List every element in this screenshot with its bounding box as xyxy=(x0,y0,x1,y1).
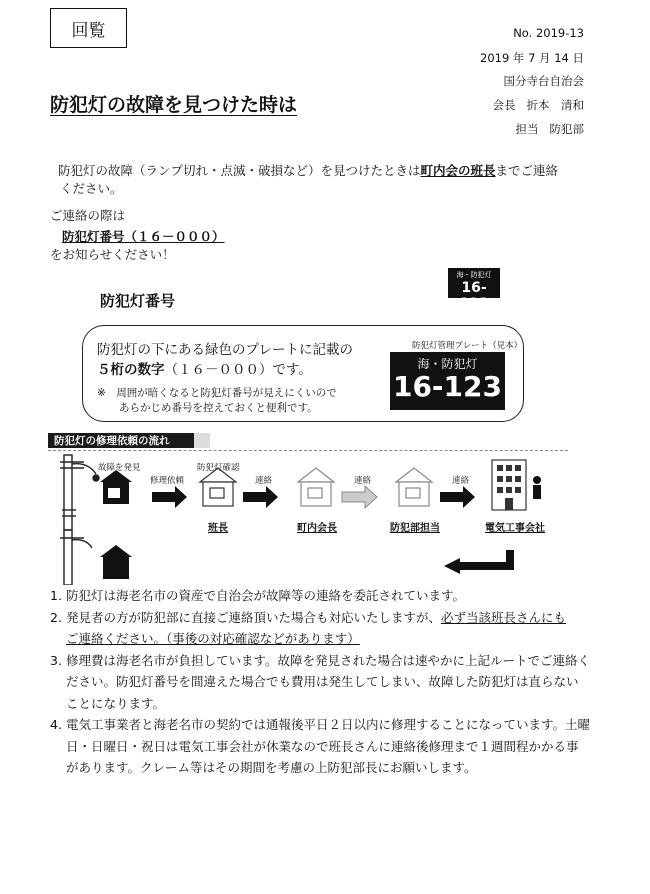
intro-line-2: ください。 xyxy=(60,181,123,196)
org-name: 国分寺台自治会 xyxy=(503,74,584,88)
flow-found-label: 故障を発見 xyxy=(98,463,141,473)
note-item-4 xyxy=(50,714,590,779)
contact-item: 防犯灯番号（１６－０００） xyxy=(62,229,225,244)
doc-number: No. 2019-13 xyxy=(513,26,584,40)
kairan-box: 回覧 xyxy=(50,8,127,48)
flow-node-bohanbu: 防犯部担当 xyxy=(390,523,440,534)
intro-paragraph xyxy=(58,162,598,198)
plate-caption: 防犯灯管理プレート（見本） xyxy=(412,341,523,351)
note-emphasis-1: 必ず当該班長さんにも xyxy=(441,609,567,625)
light-pole-icon-2 xyxy=(60,530,92,585)
house-icon-hancho xyxy=(200,468,236,506)
finder-house-icon xyxy=(100,470,132,504)
light-pole-icon xyxy=(60,455,99,530)
section-desc-tail: （１６－０００）です。 xyxy=(164,362,312,378)
chair-label: 会長 xyxy=(492,98,516,112)
section-heading: 防犯灯番号 xyxy=(100,292,176,310)
plate-sample-small xyxy=(448,268,500,312)
plate-small-top: 海・防犯灯 xyxy=(456,271,492,279)
contact-lead: ご連絡の際は xyxy=(50,208,126,223)
arrow-icon-2 xyxy=(243,486,278,508)
flow-node-denki: 電気工事会社 xyxy=(485,523,545,534)
return-arrow-icon xyxy=(460,550,510,566)
note-text: 電気工事業者と海老名市の契約では通報後平日２日以内に修理することになっています。土曜日・日曜日・祝日は電気工事会社が休業なので班長さんに連絡後修理まで１週間程かかる事があります。クレーム等はその期間を考慮の上防犯部長にお願いします。 xyxy=(66,717,591,775)
flow-contact-label-1: 連絡 xyxy=(255,476,273,486)
intro-line-1 xyxy=(58,162,598,180)
worker-icon xyxy=(533,476,541,499)
flow-node-chonaikaicho: 町内会長 xyxy=(297,523,337,534)
finder-house-icon-2 xyxy=(100,545,132,579)
intro-text-b: までご連絡 xyxy=(495,163,559,178)
notes-list xyxy=(50,585,590,779)
plate-large-number: 16-123 xyxy=(392,370,503,403)
section-note xyxy=(97,386,337,416)
flow-node-hancho: 班長 xyxy=(208,523,228,534)
return-arrow-head-icon xyxy=(444,558,460,574)
building-icon xyxy=(492,460,526,510)
note-number: 4. xyxy=(50,717,62,732)
flow-confirm-label: 防犯灯確認 xyxy=(197,463,240,473)
note-number: 1. xyxy=(50,588,62,603)
section-desc-line-1: 防犯灯の下にある緑色のプレートに記載の xyxy=(97,342,353,358)
note-number: 2. xyxy=(50,609,62,625)
arrow-icon-4 xyxy=(440,486,475,508)
note-text: 防犯灯は海老名市の資産で自治会が故障等の連絡を委託されています。 xyxy=(66,588,466,603)
chair-line xyxy=(493,97,584,113)
charge-line xyxy=(516,121,584,137)
arrow-icon xyxy=(152,486,187,508)
section-desc-emphasis: ５桁の数字 xyxy=(97,362,165,378)
intro-emphasis: 町内会の班長 xyxy=(420,163,496,178)
flow-contact-label-2: 連絡 xyxy=(354,476,372,486)
chair-name: 折本 清和 xyxy=(526,98,584,112)
note-number: 3. xyxy=(50,652,62,668)
house-icon-bohanbu xyxy=(396,468,432,506)
charge-dept: 防犯部 xyxy=(549,122,584,136)
contact-tail: をお知らせください！ xyxy=(50,247,175,262)
flow-heading: 防犯灯の修理依頼の流れ xyxy=(48,433,210,448)
note-item-2 xyxy=(50,607,590,650)
house-icon-chonaikai xyxy=(298,468,334,506)
section-desc xyxy=(97,340,353,380)
plate-large-top: 海・防犯灯 xyxy=(417,357,478,371)
plate-sample-large xyxy=(390,352,505,410)
section-note-line-1: ※ 周囲が暗くなると防犯灯番号が見えにくいので xyxy=(97,387,337,399)
flow-request-label: 修理依頼 xyxy=(150,476,185,486)
note-item-3 xyxy=(50,650,590,715)
doc-date: 2019 年 7 月 14 日 xyxy=(480,51,584,65)
section-note-line-2: あらかじめ番号を控えておくと便利です。 xyxy=(119,402,318,414)
note-item-1 xyxy=(50,585,590,607)
plate-small-number: 16-123 xyxy=(459,280,489,312)
note-text: 修理費は海老名市が負担しています。故障を発見された場合は速やかに上記ルートでご連絡ください。防犯灯番号を間違えた場合でも費用は発生してしまい、故障した防犯灯は直らないことになります。 xyxy=(66,652,591,711)
intro-text-a: 防犯灯の故障（ランプ切れ・点滅・破損など）を見つけたときは xyxy=(58,163,421,178)
note-text: 発見者の方が防犯部に直接ご連絡頂いた場合も対応いたしますが、 xyxy=(66,609,442,625)
section-desc-line-2 xyxy=(97,360,353,380)
arrow-icon-3 xyxy=(342,486,377,508)
note-emphasis-2: ご連絡ください。（事後の対応確認などがあります） xyxy=(66,631,360,646)
page-title: 防犯灯の故障を見つけた時は xyxy=(50,94,298,116)
flow-contact-label-3: 連絡 xyxy=(452,476,470,486)
charge-label: 担当 xyxy=(515,122,539,136)
